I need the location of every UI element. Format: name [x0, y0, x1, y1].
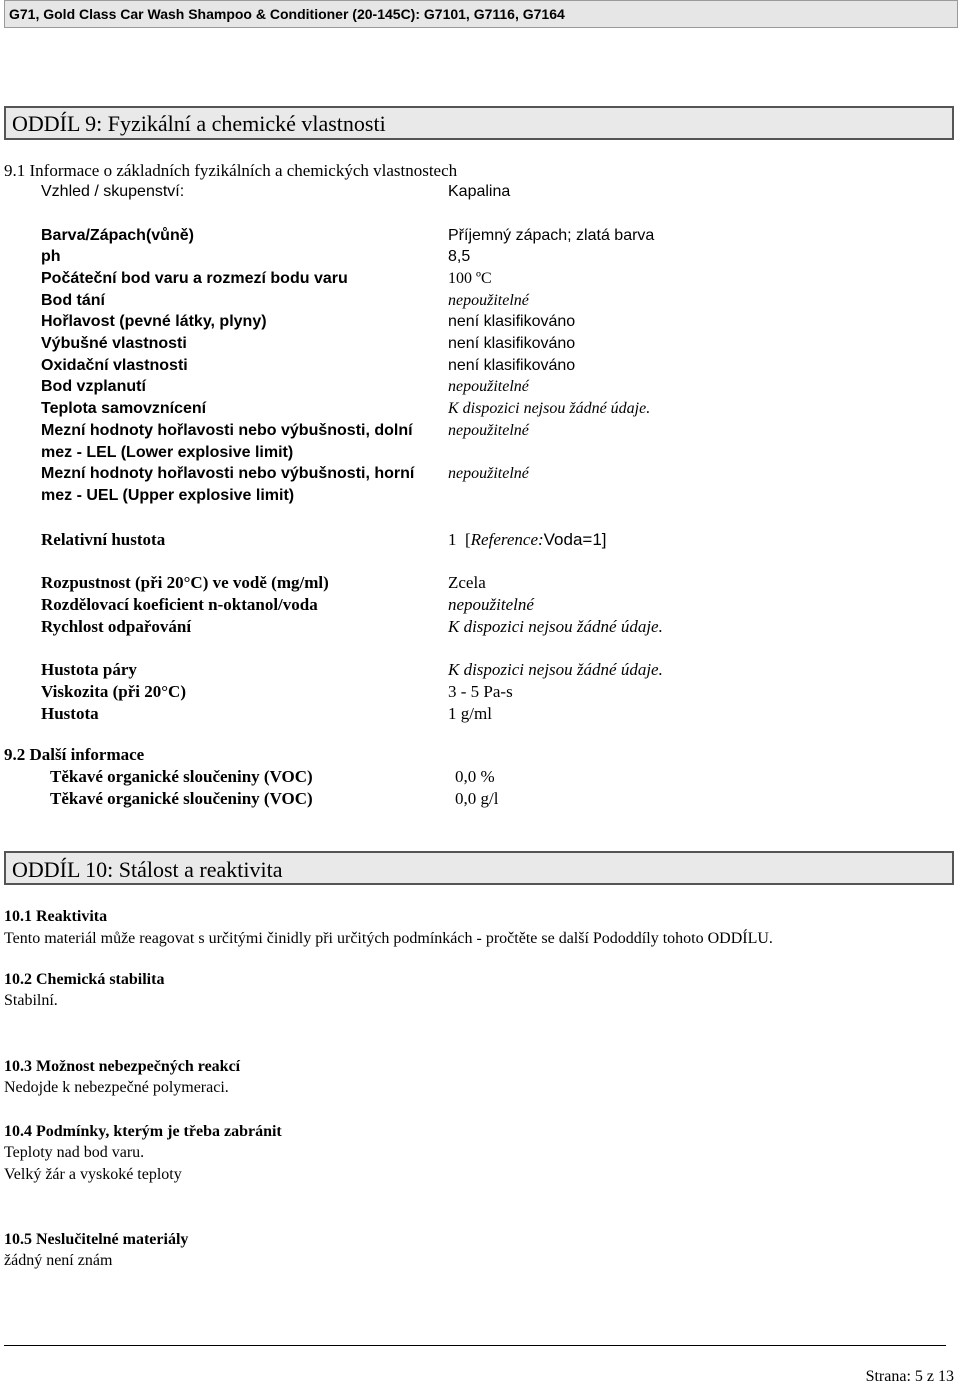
- lel-label-cont: mez - LEL (Lower explosive limit): [41, 444, 294, 461]
- footer-divider: [4, 1345, 946, 1346]
- property-value: není klasifikováno: [448, 335, 576, 352]
- property-label: ph: [41, 248, 61, 265]
- density-reference-value: Voda=1]: [543, 530, 607, 549]
- subsection-10-4-text: Velký žár a vyskoké teploty: [4, 1166, 182, 1183]
- document-header: G71, Gold Class Car Wash Shampoo & Conditioner (20-145C): G7101, G7116, G7164: [4, 0, 958, 28]
- subsection-9-2-title: 9.2 Další informace: [4, 745, 145, 764]
- property-label: Výbušné vlastnosti: [41, 335, 187, 352]
- vapor-density-label: Hustota páry: [41, 660, 137, 679]
- property-value: nepoužitelné: [448, 378, 529, 395]
- partition-label: Rozdělovací koeficient n-oktanol/voda: [41, 595, 318, 614]
- density-reference: Reference:: [470, 530, 544, 549]
- evaporation-label: Rychlost odpařování: [41, 617, 192, 636]
- subsection-10-2-title: 10.2 Chemická stabilita: [4, 971, 165, 988]
- property-label: Bod vzplanutí: [41, 378, 146, 395]
- property-value: není klasifikováno: [448, 313, 576, 330]
- property-value: není klasifikováno: [448, 357, 576, 374]
- voc-value: 0,0 g/l: [455, 789, 499, 808]
- lel-value: nepoužitelné: [448, 422, 529, 439]
- uel-label-cont: mez - UEL (Upper explosive limit): [41, 487, 295, 504]
- property-value: 8,5: [448, 248, 471, 265]
- solubility-value: Zcela: [448, 573, 486, 592]
- solubility-label: Rozpustnost (při 20°C) ve vodě (mg/ml): [41, 573, 329, 592]
- property-label: Počáteční bod varu a rozmezí bodu varu: [41, 270, 348, 287]
- subsection-10-4-text: Teploty nad bod varu.: [4, 1144, 145, 1161]
- subsection-10-3-title: 10.3 Možnost nebezpečných reakcí: [4, 1058, 241, 1075]
- uel-label: Mezní hodnoty hořlavosti nebo výbušnosti, horní: [41, 465, 415, 482]
- section-9-title: ODDÍL 9: Fyzikální a chemické vlastnosti: [4, 106, 954, 140]
- subsection-10-4-title: 10.4 Podmínky, kterým je třeba zabránit: [4, 1123, 282, 1140]
- page-number: Strana: 5 z 13: [865, 1368, 954, 1385]
- relative-density-value: [448, 530, 607, 550]
- viscosity-value: 3 - 5 Pa-s: [448, 682, 513, 701]
- partition-value: nepoužitelné: [448, 595, 534, 614]
- subsection-10-1-title: 10.1 Reaktivita: [4, 908, 108, 925]
- appearance-label: Vzhled / skupenství:: [41, 183, 185, 200]
- density-label: Hustota: [41, 704, 99, 723]
- subsection-10-2-text: Stabilní.: [4, 992, 58, 1009]
- subsection-10-1-text: Tento materiál může reagovat s určitými činidly při určitých podmínkách - pročtěte se další Pododdíly tohoto ODDÍLU.: [4, 930, 773, 947]
- evaporation-value: K dispozici nejsou žádné údaje.: [448, 617, 663, 636]
- density-bracket: [: [465, 530, 471, 549]
- lel-label: Mezní hodnoty hořlavosti nebo výbušnosti, dolní: [41, 422, 413, 439]
- viscosity-label: Viskozita (při 20°C): [41, 682, 186, 701]
- property-label: Hořlavost (pevné látky, plyny): [41, 313, 267, 330]
- property-label: Barva/Zápach(vůně): [41, 227, 194, 244]
- density-number: 1: [448, 530, 457, 549]
- section-10-title: ODDÍL 10: Stálost a reaktivita: [4, 851, 954, 885]
- voc-label: Těkavé organické sloučeniny (VOC): [50, 789, 313, 808]
- voc-value: 0,0 %: [455, 767, 495, 786]
- property-label: Bod tání: [41, 292, 105, 309]
- property-value: nepoužitelné: [448, 292, 529, 309]
- subsection-10-5-title: 10.5 Neslučitelné materiály: [4, 1231, 189, 1248]
- subsection-10-5-text: žádný není znám: [4, 1252, 113, 1269]
- subsection-9-1-title: 9.1 Informace o základních fyzikálních a chemických vlastnostech: [4, 161, 458, 180]
- property-value: K dispozici nejsou žádné údaje.: [448, 400, 651, 417]
- vapor-density-value: K dispozici nejsou žádné údaje.: [448, 660, 663, 679]
- density-value: 1 g/ml: [448, 704, 492, 723]
- uel-value: nepoužitelné: [448, 465, 529, 482]
- relative-density-label: Relativní hustota: [41, 530, 166, 549]
- property-value: Příjemný zápach; zlatá barva: [448, 227, 655, 244]
- subsection-10-3-text: Nedojde k nebezpečné polymeraci.: [4, 1079, 229, 1096]
- property-label: Teplota samovznícení: [41, 400, 207, 417]
- property-label: Oxidační vlastnosti: [41, 357, 188, 374]
- property-value: 100 ºC: [448, 270, 492, 287]
- appearance-value: Kapalina: [448, 183, 511, 200]
- voc-label: Těkavé organické sloučeniny (VOC): [50, 767, 313, 786]
